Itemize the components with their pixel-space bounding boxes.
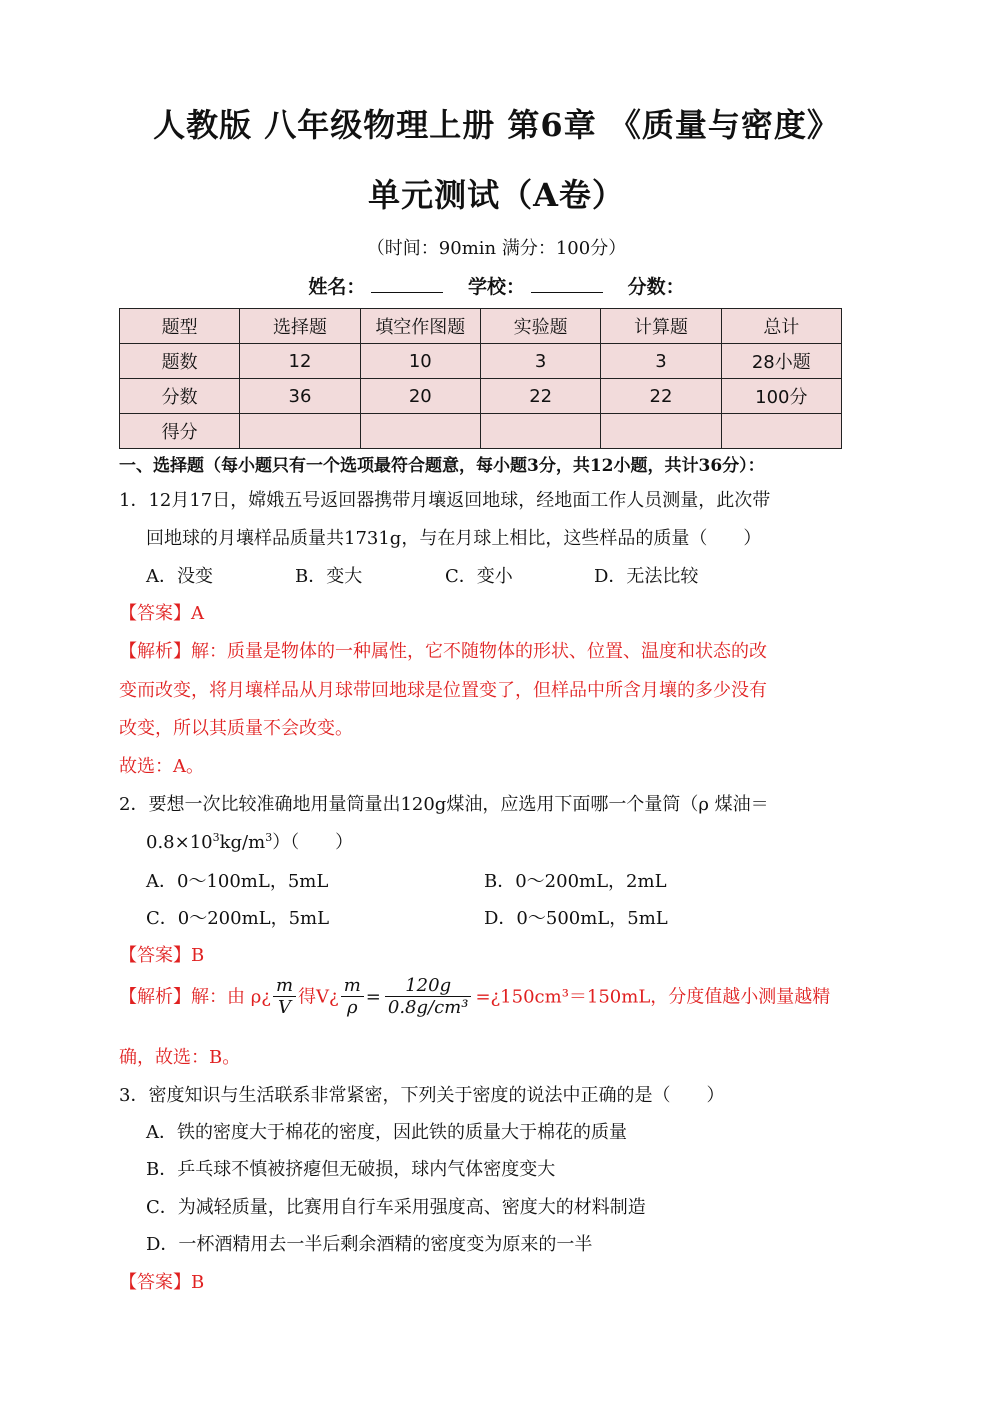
formula-fraction [385, 976, 472, 1019]
q2-option-a: A．0～100mL，5mL [146, 871, 329, 892]
q3-line1: 3．密度知识与生活联系非常紧密，下列关于密度的说法中正确的是（ ） [119, 1085, 725, 1106]
fraction-numerator: m [273, 976, 296, 997]
score-label: 分数： [627, 276, 685, 298]
q2-option-c: C．0～200mL，5mL [146, 908, 330, 929]
table-cell: 28小题 [721, 344, 841, 379]
table-cell: 22 [480, 379, 600, 414]
q2-exponent: 3 [212, 831, 220, 844]
q2-line1: 2．要想一次比较准确地用量筒量出120g煤油，应选用下面哪一个量筒（ρ 煤油＝ [119, 794, 769, 815]
page-subtitle: 单元测试（A卷） [368, 176, 625, 214]
table-cell: 计算题 [601, 309, 721, 344]
school-blank [531, 274, 603, 293]
table-cell: 选择题 [240, 309, 360, 344]
formula-fraction [341, 976, 364, 1019]
table-cell: 20 [360, 379, 480, 414]
table-cell [480, 414, 600, 449]
q3-option-b: B．乒乓球不慎被挤瘪但无破损，球内气体密度变大 [146, 1159, 556, 1180]
analysis-text: 解：质量是物体的一种属性，它不随物体的形状、位置、温度和状态的改 [191, 641, 767, 662]
q1-analysis-line3: 改变，所以其质量不会改变。 [119, 718, 353, 739]
q1-line1: 1．12月17日，嫦娥五号返回器携带月壤返回地球，经地面工作人员测量，此次带 [119, 490, 771, 511]
answer-tag: 【答案】 [119, 945, 191, 966]
table-cell: 12 [240, 344, 360, 379]
analysis-text: 得V¿ [298, 986, 339, 1008]
fraction-numerator: m [341, 976, 364, 997]
answer-value: B [191, 1272, 205, 1293]
q2-line2 [146, 828, 353, 854]
analysis-text: 解：由 ρ¿ [191, 986, 271, 1008]
score-table [119, 308, 842, 449]
q3-option-d: D．一杯酒精用去一半后剩余酒精的密度变为原来的一半 [146, 1234, 593, 1255]
name-label: 姓名： [308, 276, 366, 298]
q2-option-d: D．0～500mL，5mL [484, 908, 668, 929]
q1-analysis-line2: 变而改变，将月壤样品从月球带回地球是位置变了，但样品中所含月壤的多少没有 [119, 680, 767, 701]
table-cell: 题型 [120, 309, 240, 344]
fraction-denominator: 0.8g/cm³ [387, 997, 469, 1018]
fraction-denominator: V [278, 997, 291, 1018]
q1-option-a: A．没变 [146, 566, 213, 587]
table-row [120, 379, 842, 414]
formula-fraction [273, 976, 296, 1019]
analysis-tag: 【解析】 [119, 641, 191, 662]
section-heading: 一、选择题（每小题只有一个选项最符合题意，每小题3分，共12小题，共计36分）： [119, 456, 765, 476]
q1-line2: 回地球的月壤样品质量共1731g，与在月球上相比，这些样品的质量（ ） [146, 528, 762, 549]
table-cell: 10 [360, 344, 480, 379]
q2-text: ）（ ） [272, 832, 354, 853]
table-cell: 实验题 [480, 309, 600, 344]
fraction-denominator: ρ [346, 997, 358, 1018]
q1-analysis-line1 [119, 637, 767, 663]
answer-tag: 【答案】 [119, 1272, 191, 1293]
q2-option-b: B．0～200mL，2mL [484, 871, 667, 892]
q3-option-a: A．铁的密度大于棉花的密度，因此铁的质量大于棉花的质量 [146, 1122, 627, 1143]
table-cell [601, 414, 721, 449]
q3-answer [119, 1268, 204, 1294]
q2-answer [119, 941, 204, 967]
q2-text: kg/m [219, 832, 266, 853]
equals-sign: = [365, 986, 381, 1008]
answer-tag: 【答案】 [119, 603, 191, 624]
table-cell: 题数 [120, 344, 240, 379]
analysis-tag: 【解析】 [119, 986, 191, 1008]
table-cell: 填空作图题 [360, 309, 480, 344]
q2-analysis-line1 [119, 976, 830, 1019]
table-row [120, 344, 842, 379]
student-info [0, 272, 993, 299]
answer-value: A [191, 603, 204, 624]
analysis-text: =¿150cm³＝150mL，分度值越小测量越精 [475, 986, 831, 1008]
page-title: 人教版 八年级物理上册 第6章 《质量与密度》 [153, 106, 840, 144]
table-cell [360, 414, 480, 449]
table-cell [240, 414, 360, 449]
answer-value: B [191, 945, 205, 966]
table-cell: 22 [601, 379, 721, 414]
q2-analysis-line2: 确，故选：B。 [119, 1047, 241, 1068]
table-row [120, 309, 842, 344]
q2-exponent: 3 [265, 831, 273, 844]
table-cell: 3 [601, 344, 721, 379]
table-cell: 36 [240, 379, 360, 414]
table-cell: 3 [480, 344, 600, 379]
table-cell [721, 414, 841, 449]
table-cell: 分数 [120, 379, 240, 414]
q2-text: 0.8×10 [146, 832, 213, 853]
table-row [120, 414, 842, 449]
q3-option-c: C．为减轻质量，比赛用自行车采用强度高、密度大的材料制造 [146, 1197, 646, 1218]
school-label: 学校： [467, 276, 525, 298]
q1-option-c: C．变小 [445, 566, 513, 587]
table-cell: 得分 [120, 414, 240, 449]
q1-option-d: D．无法比较 [594, 566, 699, 587]
time-info: （时间：90min 满分：100分） [366, 238, 627, 259]
name-blank [371, 274, 443, 293]
table-cell: 100分 [721, 379, 841, 414]
q1-conclusion: 故选：A。 [119, 756, 204, 777]
fraction-numerator: 120g [385, 976, 472, 997]
q1-answer [119, 599, 204, 625]
table-cell: 总计 [721, 309, 841, 344]
q1-option-b: B．变大 [295, 566, 363, 587]
